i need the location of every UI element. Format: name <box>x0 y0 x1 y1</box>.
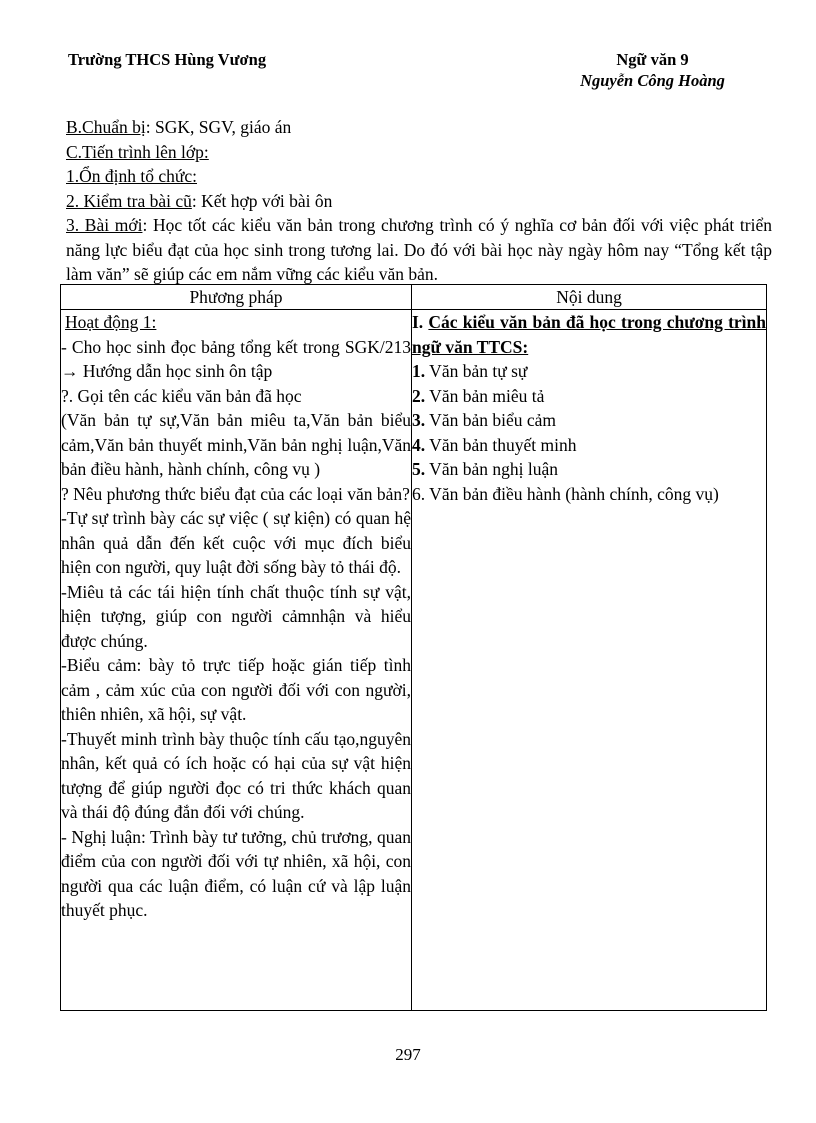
preparation-text: : SGK, SGV, giáo án <box>145 117 292 137</box>
item-number: 3. <box>412 410 426 430</box>
list-item <box>412 457 766 482</box>
organization-label: 1.Ổn định tổ chức: <box>66 166 197 186</box>
content-cell <box>412 310 767 1011</box>
method-line: (Văn bản tự sự,Văn bản miêu ta,Văn bản biểu cảm,Văn bản thuyết minh,Văn bản nghị luận,Văn bản điều hành, hành chính, công vụ ) <box>61 410 411 479</box>
method-column-header: Phương pháp <box>61 285 412 310</box>
author-name: Nguyễn Công Hoàng <box>580 71 725 90</box>
item-text: Văn bản thuyết minh <box>425 434 577 455</box>
item-number: 4. <box>412 434 426 455</box>
list-item <box>412 384 766 409</box>
check-line <box>66 189 772 214</box>
method-line: -Thuyết minh trình bày thuộc tính cấu tạo,nguyên nhân, kết quả có ích hoặc có hại của sự vật hiện tượng để giúp người đọc có tri thức khách quan và thái độ đúng đắn đối với chúng. <box>61 728 411 822</box>
item-text: Văn bản miêu tả <box>425 385 545 406</box>
item-number: 6. <box>412 483 426 504</box>
method-line: ?. Gọi tên các kiểu văn bản đã học <box>61 385 302 406</box>
item-text: Văn bản điều hành (hành chính, công vụ) <box>425 483 719 504</box>
item-number: 1. <box>412 361 426 381</box>
method-line: ? Nêu phương thức biểu đạt của các loại văn bản? <box>61 483 410 504</box>
section-heading <box>412 310 766 359</box>
table-header-row <box>61 285 767 310</box>
new-lesson-text: : Học tốt các kiểu văn bản trong chương trình có ý nghĩa cơ bản đối với việc phát triển năng lực biểu đạt của học sinh trong tương lai. Do đó với bài học này ngày hôm nay “Tổng kết tập làm văn” sẽ giúp các em nắm vững các kiểu văn bản. <box>66 215 772 284</box>
school-name: Trường THCS Hùng Vương <box>68 50 267 69</box>
method-line: - Cho học sinh đọc bảng tổng kết trong SGK/213 → Hướng dẫn học sinh ôn tập <box>61 336 411 381</box>
header-right <box>540 50 765 91</box>
page-number: 297 <box>395 1045 421 1064</box>
organization-line <box>66 164 772 189</box>
item-text: Văn bản biểu cảm <box>425 410 557 430</box>
new-lesson-line <box>66 213 772 287</box>
method-line: -Tự sự trình bày các sự việc ( sự kiện) có quan hệ nhân quả dẫn đến kết cuộc với mục đích biểu hiện con người, quy luật đời sống bày tỏ thái độ. <box>61 508 411 577</box>
item-number: 5. <box>412 459 426 479</box>
method-line: -Biểu cảm: bày tỏ trực tiếp hoặc gián tiếp tình cảm , cảm xúc của con người đối với con người, thiên nhiên, xã hội, sự vật. <box>61 655 411 724</box>
list-item <box>412 359 766 384</box>
lesson-intro <box>66 115 772 287</box>
preparation-label: B.Chuẩn bị <box>66 117 146 137</box>
process-label: C.Tiến trình lên lớp: <box>66 141 209 162</box>
table-body-row <box>61 310 767 1011</box>
check-text: : Kết hợp với bài ôn <box>191 190 333 211</box>
content-column-header: Nội dung <box>412 285 767 310</box>
section-number: I. <box>412 312 424 332</box>
method-line: -Miêu tả các tái hiện tính chất thuộc tính sự vật, hiện tượng, giúp con người cảmnhận và hiểu được chúng. <box>61 581 411 651</box>
list-item <box>412 408 766 433</box>
method-cell <box>61 310 412 1011</box>
list-item <box>412 433 766 458</box>
activity-title: Hoạt động 1: <box>65 312 157 332</box>
check-label: 2. Kiểm tra bài cũ <box>66 190 192 211</box>
process-line <box>66 140 772 165</box>
lesson-table <box>60 284 767 1011</box>
section-title: Các kiểu văn bản đã học trong chương trình ngữ văn TTCS: <box>412 312 766 357</box>
new-lesson-label: 3. Bài mới <box>66 215 143 235</box>
list-item <box>412 482 766 507</box>
subject-title: Ngữ văn 9 <box>616 50 689 69</box>
item-text: Văn bản tự sự <box>425 361 528 381</box>
method-line: - Nghị luận: Trình bày tư tưởng, chủ trương, quan điểm của con người đối với tự nhiên, xã hội, con người qua các luận điểm, có luận cứ và lập luận thuyết phục. <box>61 826 411 920</box>
item-number: 2. <box>412 385 426 406</box>
preparation-line <box>66 115 772 140</box>
item-text: Văn bản nghị luận <box>425 459 558 479</box>
